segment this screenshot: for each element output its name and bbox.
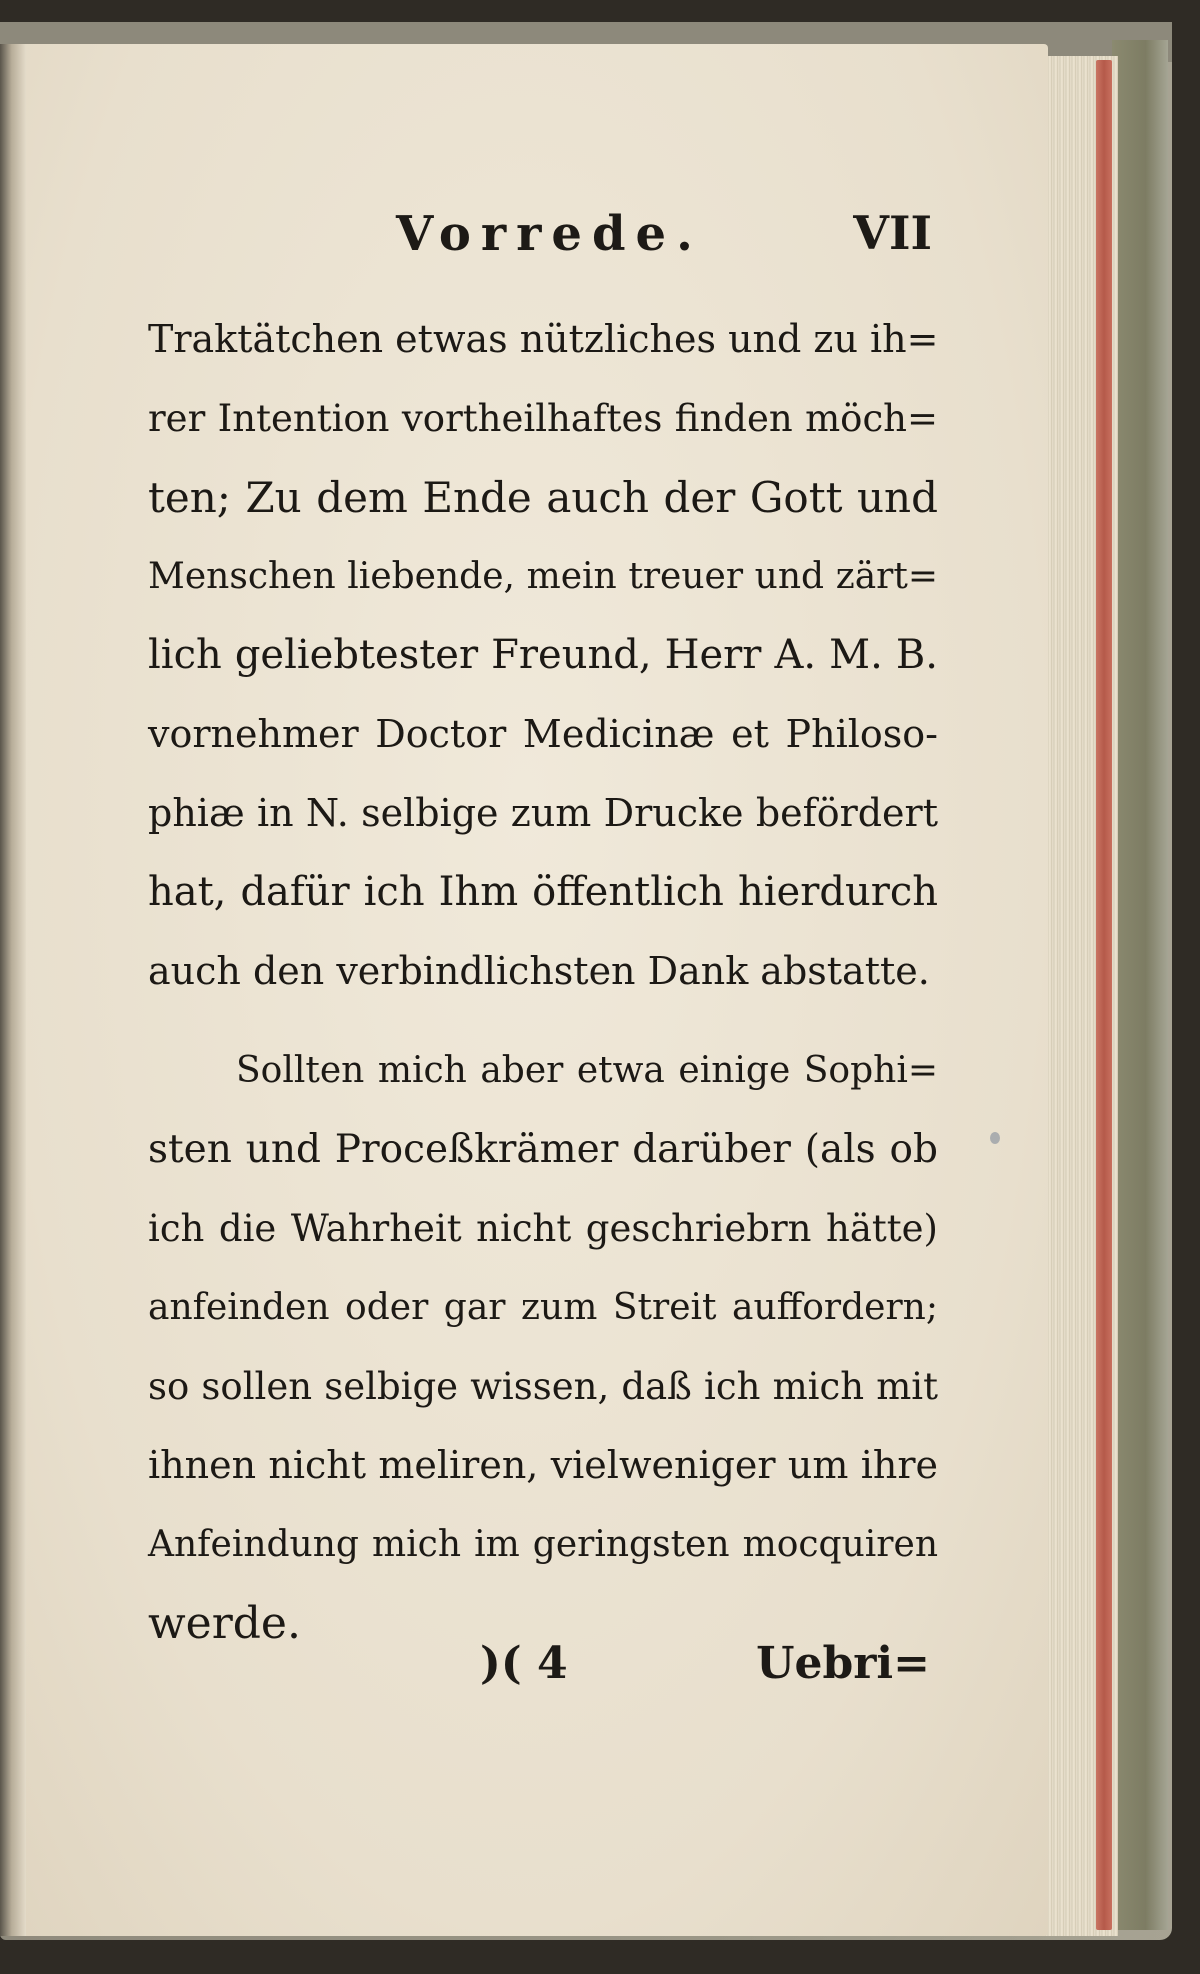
- text-line: Traktätchen etwas nützliches und zu ih=: [148, 317, 939, 361]
- paper-speck: [990, 1132, 1000, 1144]
- text-line: ihnen nicht meliren, vielweniger um ihre: [148, 1443, 938, 1487]
- text-line: ten; Zu dem Ende auch der Gott und: [148, 473, 938, 522]
- book-board-edge: [1112, 40, 1168, 1930]
- text-line: so sollen selbige wissen, daß ich mich mit: [148, 1365, 938, 1408]
- page-footer: [140, 1632, 940, 1702]
- signature-mark: )( 4: [480, 1638, 568, 1689]
- text-line: ich die Wahrheit nicht geschriebrn hätte): [148, 1207, 938, 1250]
- paragraph-gap: [148, 1011, 938, 1031]
- red-edge-gilding: [1096, 60, 1112, 1930]
- text-line: lich geliebtester Freund, Herr A. M. B.: [148, 632, 938, 678]
- text-line: anfeinden oder gar zum Streit auffordern;: [148, 1287, 938, 1328]
- text-line: vornehmer Doctor Medicinæ et Philoso-: [148, 712, 938, 756]
- page-header: [140, 198, 940, 278]
- text-line: rer Intention vortheilhaftes finden möch=: [148, 397, 938, 440]
- text-line: hat, dafür ich Ihm öffentlich hierdurch: [148, 869, 938, 915]
- text-line: auch den verbindlichsten Dank abstatte.: [148, 949, 930, 993]
- page-number: VII: [853, 206, 932, 260]
- body-text: [148, 300, 938, 1663]
- catchword: Uebri=: [756, 1638, 930, 1689]
- page-gutter: [0, 44, 26, 1936]
- text-line: Sollten mich aber etwa einige Sophi=: [236, 1050, 938, 1091]
- running-title: Vorrede.: [396, 206, 703, 262]
- paragraph: [148, 1031, 938, 1663]
- text-line: werde.: [148, 1598, 301, 1649]
- text-line: phiæ in N. selbige zum Drucke befördert: [148, 791, 938, 835]
- text-line: Anfeindung mich im geringsten mocquiren: [148, 1524, 938, 1565]
- paragraph: [148, 300, 938, 1011]
- text-line: sten und Proceßkrämer darüber (als ob: [148, 1127, 938, 1172]
- text-line: Menschen liebende, mein treuer und zärt=: [148, 556, 938, 597]
